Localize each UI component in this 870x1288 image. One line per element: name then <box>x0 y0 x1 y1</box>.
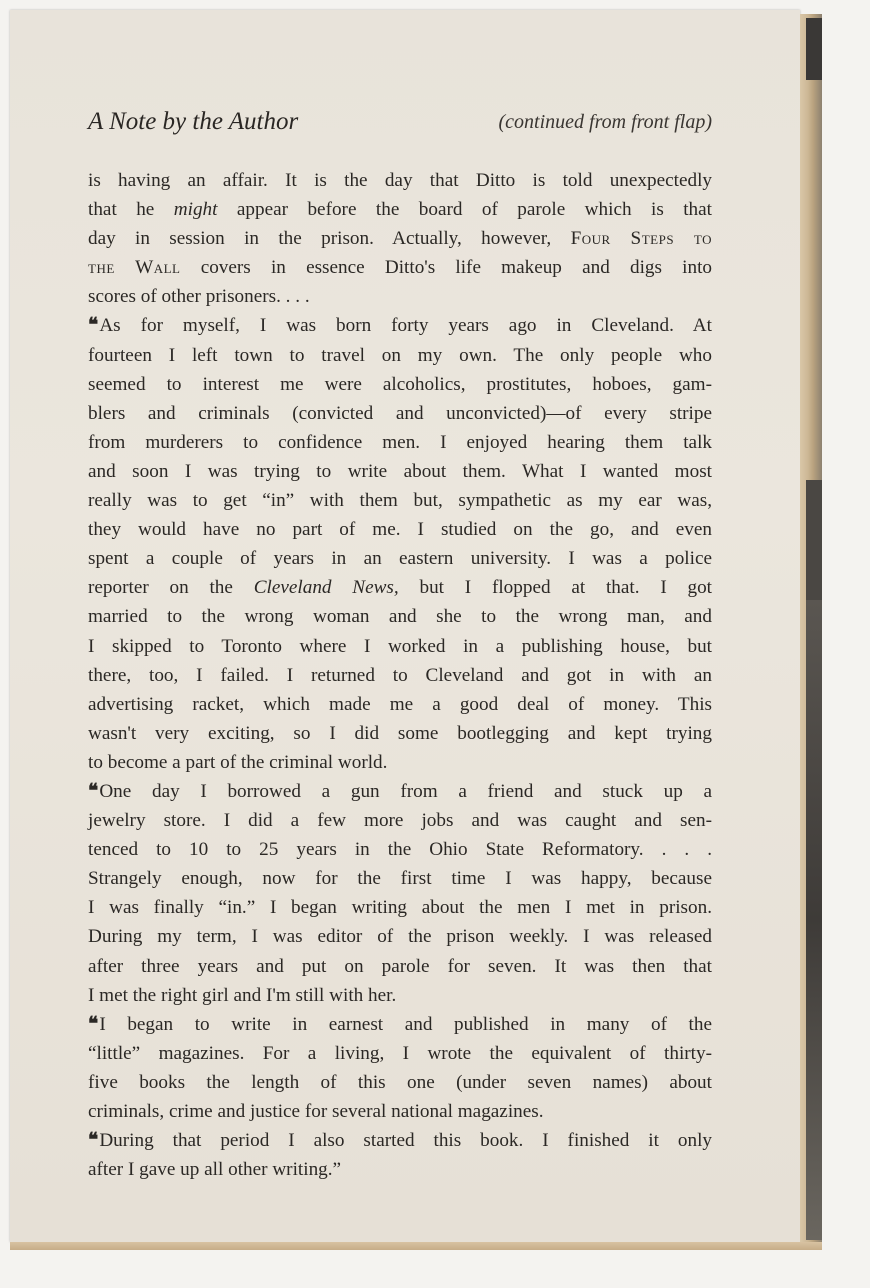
text-span: During that period I also started this book. I finished it only <box>99 1130 712 1152</box>
text-line: I was finally “in.” I began writing about the men I met in prison. <box>88 897 712 919</box>
spine-shadow <box>806 18 822 80</box>
text-span: As for myself, I was born forty years ago in Cleveland. At <box>99 315 712 337</box>
text-line <box>88 1010 712 1039</box>
note-body <box>88 166 712 1184</box>
book-title: Four Steps to <box>570 228 712 250</box>
book-title: the Wall <box>88 257 181 279</box>
text-line: advertising racket, which made me a good deal of money. This <box>88 693 712 715</box>
text-line <box>88 195 712 224</box>
text-line: seemed to interest me were alcoholics, prostitutes, hoboes, gam- <box>88 373 712 395</box>
text-line: During my term, I was editor of the prison weekly. I was released <box>88 926 712 948</box>
text-line <box>88 777 712 806</box>
text-span: One day I borrowed a gun from a friend and stuck up a <box>99 780 712 802</box>
text-line: jewelry store. I did a few more jobs and was caught and sen- <box>88 810 712 832</box>
text-line: from murderers to confidence men. I enjoyed hearing them talk <box>88 431 712 453</box>
text-line: fourteen I left town to travel on my own. The only people who <box>88 344 712 366</box>
quote-mark: ❝ <box>88 780 98 802</box>
text-span: reporter on the <box>88 577 233 599</box>
spine-shadow <box>806 480 822 600</box>
text-line: to become a part of the criminal world. <box>88 751 388 773</box>
text-line <box>88 573 712 602</box>
text-line: after three years and put on parole for seven. It was then that <box>88 955 712 977</box>
text-line: they would have no part of me. I studied on the go, and even <box>88 519 712 541</box>
newspaper-title: Cleveland News, <box>253 577 399 599</box>
text-line: blers and criminals (convicted and unconvicted)—of every stripe <box>88 402 712 424</box>
bottom-edge <box>10 1242 822 1250</box>
text-line: tenced to 10 to 25 years in the Ohio State Reformatory. . . . <box>88 839 712 861</box>
text-line: spent a couple of years in an eastern university. I was a police <box>88 548 712 570</box>
text-line: and soon I was trying to write about them. What I wanted most <box>88 460 712 482</box>
text-line: I met the right girl and I'm still with her. <box>88 984 397 1006</box>
text-line: wasn't very exciting, so I did some bootlegging and kept trying <box>88 722 712 744</box>
continued-note: (continued from front flap) <box>498 111 712 133</box>
text-line <box>88 1126 712 1155</box>
quote-mark: ❝ <box>88 1013 98 1035</box>
flap-header <box>88 108 712 142</box>
text-line: after I gave up all other writing.” <box>88 1159 342 1181</box>
text-line: “little” magazines. For a living, I wrote the equivalent of thirty- <box>88 1042 712 1064</box>
text-span: but I flopped at that. I got <box>419 577 713 599</box>
text-span: covers in essence Ditto's life makeup and digs into <box>200 257 712 279</box>
text-line: is having an affair. It is the day that Ditto is told unexpectedly <box>88 170 712 191</box>
text-line <box>88 311 712 340</box>
text-line: I skipped to Toronto where I worked in a publishing house, but <box>88 635 712 657</box>
text-line: really was to get “in” with them but, sympathetic as my ear was, <box>88 490 712 512</box>
text-line: five books the length of this one (under seven names) about <box>88 1071 712 1093</box>
text-span: that he <box>88 199 174 221</box>
text-line <box>88 224 712 253</box>
text-span: I began to write in earnest and published in many of the <box>99 1013 712 1035</box>
text-line: there, too, I failed. I returned to Cleveland and got in with an <box>88 664 712 686</box>
text-line: Strangely enough, now for the first time I was happy, because <box>88 868 712 890</box>
text-line: criminals, crime and justice for several national magazines. <box>88 1101 544 1122</box>
page-title: A Note by the Author <box>88 108 299 135</box>
text-span: appear before the board of parole which is that <box>217 199 712 221</box>
spine-shadow <box>806 600 822 1240</box>
italic-word: might <box>173 199 218 221</box>
text-line <box>88 253 712 282</box>
quote-mark: ❝ <box>88 315 98 337</box>
text-line: married to the wrong woman and she to the wrong man, and <box>88 606 712 628</box>
text-line: scores of other prisoners. . . . <box>88 286 310 308</box>
text-span: day in session in the prison. Actually, however, <box>88 228 552 250</box>
quote-mark: ❝ <box>88 1130 98 1152</box>
